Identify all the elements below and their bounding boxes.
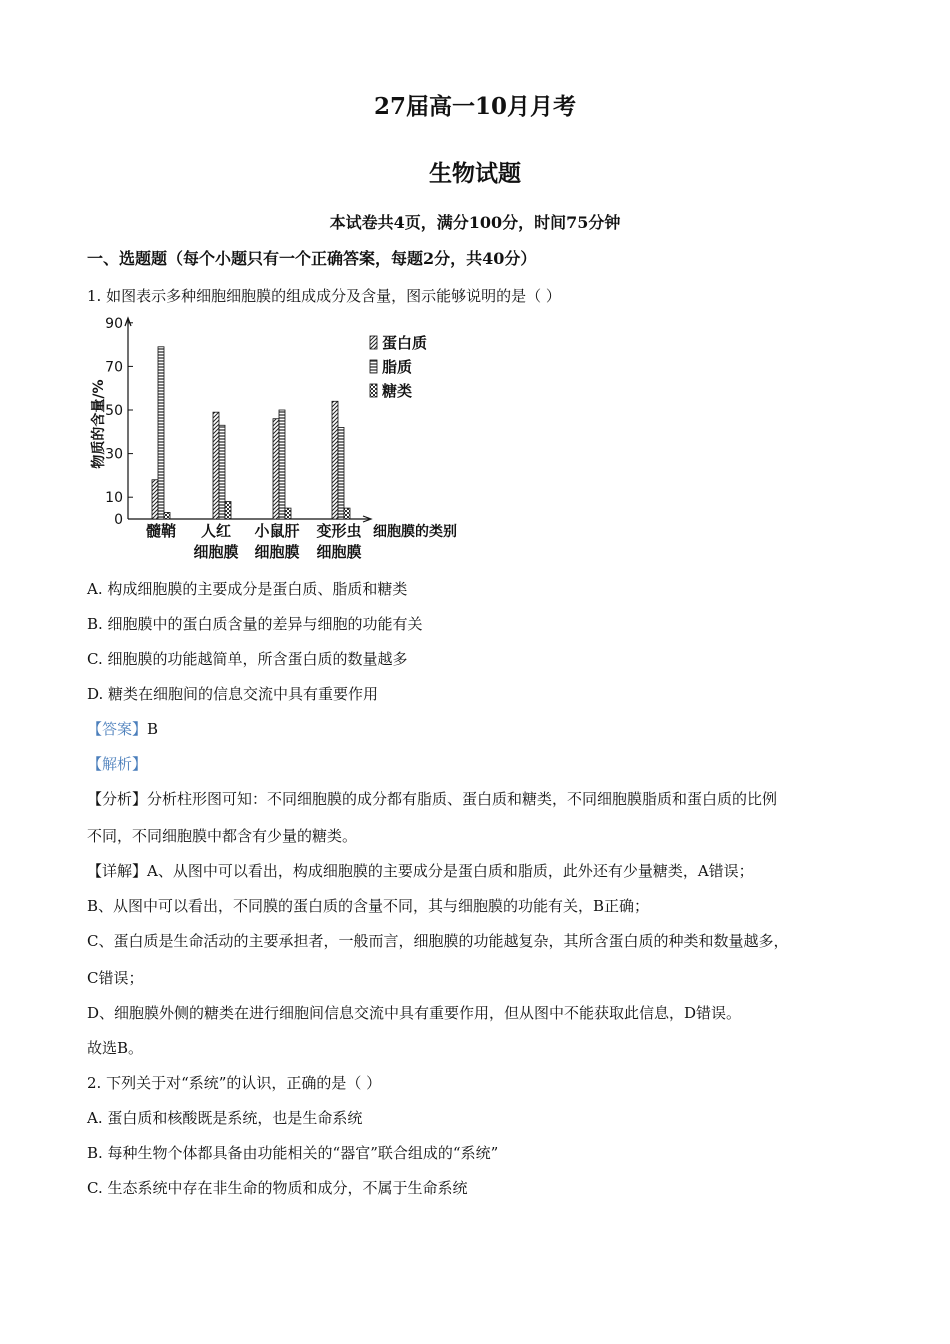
answer-tag: 【答案】 bbox=[87, 720, 148, 738]
x-tick-label: 髓鞘 bbox=[145, 522, 177, 540]
bar-check bbox=[164, 512, 170, 519]
bar-horiz bbox=[158, 347, 164, 519]
q2-stem: 2. 下列关于对“系统”的认识，正确的是（ ） bbox=[87, 1074, 382, 1092]
q1-answer bbox=[87, 718, 158, 739]
analysis-line: C、蛋白质是生命活动的主要承担者，一般而言，细胞膜的功能越复杂，其所含蛋白质的种类和数量越多， bbox=[87, 932, 789, 950]
x-tick-label: 人红 bbox=[200, 522, 232, 540]
q1-option-c: C. 细胞膜的功能越简单，所含蛋白质的数量越多 bbox=[87, 650, 408, 668]
analysis-line: C错误； bbox=[87, 969, 144, 987]
analysis-line: 不同，不同细胞膜中都含有少量的糖类。 bbox=[87, 827, 358, 845]
y-tick-label: 0 bbox=[114, 512, 123, 528]
x-tick-label: 细胞膜 bbox=[193, 543, 239, 561]
legend-label: 糖类 bbox=[382, 382, 413, 400]
q2-option-c: C. 生态系统中存在非生命的物质和成分，不属于生命系统 bbox=[87, 1179, 468, 1197]
section-heading: 一、选题题（每个小题只有一个正确答案，每题2分，共40分） bbox=[87, 249, 537, 268]
bar-check bbox=[285, 508, 291, 519]
y-axis-title: 物质的含量/% bbox=[91, 379, 107, 469]
legend-label: 脂质 bbox=[382, 358, 413, 376]
x-tick-label: 小鼠肝 bbox=[254, 522, 300, 540]
bar-horiz bbox=[279, 410, 285, 519]
legend-swatch bbox=[370, 360, 377, 373]
q1-option-d: D. 糖类在细胞间的信息交流中具有重要作用 bbox=[87, 685, 379, 703]
x-tick-label: 细胞膜 bbox=[316, 543, 362, 561]
q2-option-b: B. 每种生物个体都具备由功能相关的“器官”联合组成的“系统” bbox=[87, 1144, 499, 1162]
y-tick-label: 10 bbox=[105, 490, 123, 507]
q1-option-b: B. 细胞膜中的蛋白质含量的差异与细胞的功能有关 bbox=[87, 615, 423, 633]
bar-chart bbox=[87, 312, 487, 562]
y-tick-label: 50 bbox=[105, 403, 123, 419]
analysis-line: 故选B。 bbox=[87, 1039, 144, 1057]
legend-label: 蛋白质 bbox=[382, 334, 428, 352]
legend-swatch bbox=[370, 336, 377, 349]
q1-option-a: A. 构成细胞膜的主要成分是蛋白质、脂质和糖类 bbox=[87, 580, 408, 598]
y-tick-label: 30 bbox=[105, 446, 123, 463]
bar-horiz bbox=[338, 427, 344, 519]
q2-option-a: A. 蛋白质和核酸既是系统，也是生命系统 bbox=[87, 1109, 363, 1127]
x-tick-label: 变形虫 bbox=[316, 522, 362, 540]
subject-title: 生物试题 bbox=[429, 160, 521, 187]
y-tick-label: 70 bbox=[105, 359, 123, 376]
bar-check bbox=[344, 508, 350, 519]
analysis-line: 【分析】分析柱形图可知：不同细胞膜的成分都有脂质、蛋白质和糖类，不同细胞膜脂质和蛋白质的比例 bbox=[87, 790, 778, 808]
bar-diag bbox=[152, 480, 158, 519]
q1-stem: 1. 如图表示多种细胞细胞膜的组成成分及含量，图示能够说明的是（ ） bbox=[87, 287, 561, 305]
y-tick-label: 90 bbox=[105, 315, 123, 332]
bar-diag bbox=[332, 401, 338, 519]
x-axis-title: 细胞膜的类别 bbox=[373, 524, 457, 540]
analysis-line: B、从图中可以看出，不同膜的蛋白质的含量不同，其与细胞膜的功能有关，B正确； bbox=[87, 897, 650, 915]
exam-title: 27届高一10月月考 bbox=[373, 93, 576, 120]
legend-swatch bbox=[370, 384, 377, 397]
analysis-line: 【详解】A、从图中可以看出，构成细胞膜的主要成分是蛋白质和脂质，此外还有少量糖类，A错误； bbox=[87, 862, 754, 880]
exam-info: 本试卷共4页，满分100分，时间75分钟 bbox=[329, 213, 621, 232]
analysis-line: D、细胞膜外侧的糖类在进行细胞间信息交流中具有重要作用，但从图中不能获取此信息，D错误。 bbox=[87, 1004, 742, 1022]
bar-diag bbox=[273, 419, 279, 519]
x-tick-label: 细胞膜 bbox=[254, 543, 300, 561]
bar-check bbox=[225, 502, 231, 519]
analysis-tag: 【解析】 bbox=[87, 755, 148, 773]
answer-value: B bbox=[147, 720, 159, 738]
bar-diag bbox=[213, 412, 219, 519]
bar-horiz bbox=[219, 425, 225, 519]
